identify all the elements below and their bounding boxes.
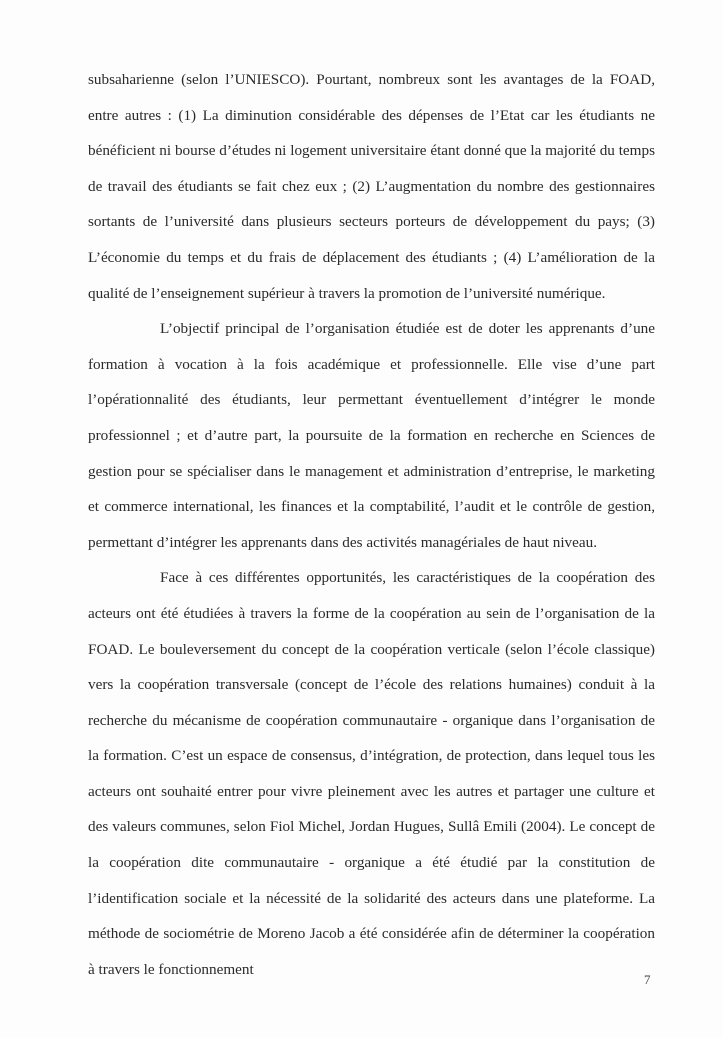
paragraph-3: Face à ces différentes opportunités, les caractéristiques de la coopération des acteurs ont été étudiées à travers la forme de la coopération au sein de l’organisation de la FOAD. Le bouleversement du concept de la coopération verticale (selon l’école classique) vers la coopération transversale (concept de l’école des relations humaines) conduit à la recherche du mécanisme de coopération communautaire - organique dans l’organisation de la formation. C’est un espace de consensus, d’intégration, de protection, dans lequel tous les acteurs ont souhaité entrer pour vivre pleinement avec les autres et partager une culture et des valeurs communes, selon Fiol Michel, Jordan Hugues, Sullâ Emili (2004). Le concept de la coopération dite communautaire - organique a été étudié par la constitution de l’identification sociale et la nécessité de la solidarité des acteurs dans une plateforme. La méthode de sociométrie de Moreno Jacob a été considérée afin de déterminer la coopération à travers le fonctionnement bbox=[88, 569, 655, 978]
paragraph-2: L’objectif principal de l’organisation étudiée est de doter les apprenants d’une formation à vocation à la fois académique et professionnelle. Elle vise d’une part l’opérationnalité des étudiants, leur permettant éventuellement d’intégrer le monde professionnel ; et d’autre part, la poursuite de la formation en recherche en Sciences de gestion pour se spécialiser dans le management et administration d’entreprise, le marketing et commerce international, les finances et la comptabilité, l’audit et le contrôle de gestion, permettant d’intégrer les apprenants dans des activités managériales de haut niveau. bbox=[88, 320, 655, 551]
body-text bbox=[88, 62, 655, 987]
page-number: 7 bbox=[644, 972, 651, 987]
paragraph-1: subsaharienne (selon l’UNIESCO). Pourtant, nombreux sont les avantages de la FOAD, entre autres : (1) La diminution considérable des dépenses de l’Etat car les étudiants ne bénéficient ni bourse d’études ni logement universitaire étant donné que la majorité du temps de travail des étudiants se fait chez eux ; (2) L’augmentation du nombre des gestionnaires sortants de l’université dans plusieurs secteurs porteurs de développement du pays; (3) L’économie du temps et du frais de déplacement des étudiants ; (4) L’amélioration de la qualité de l’enseignement supérieur à travers la promotion de l’université numérique. bbox=[88, 71, 655, 302]
